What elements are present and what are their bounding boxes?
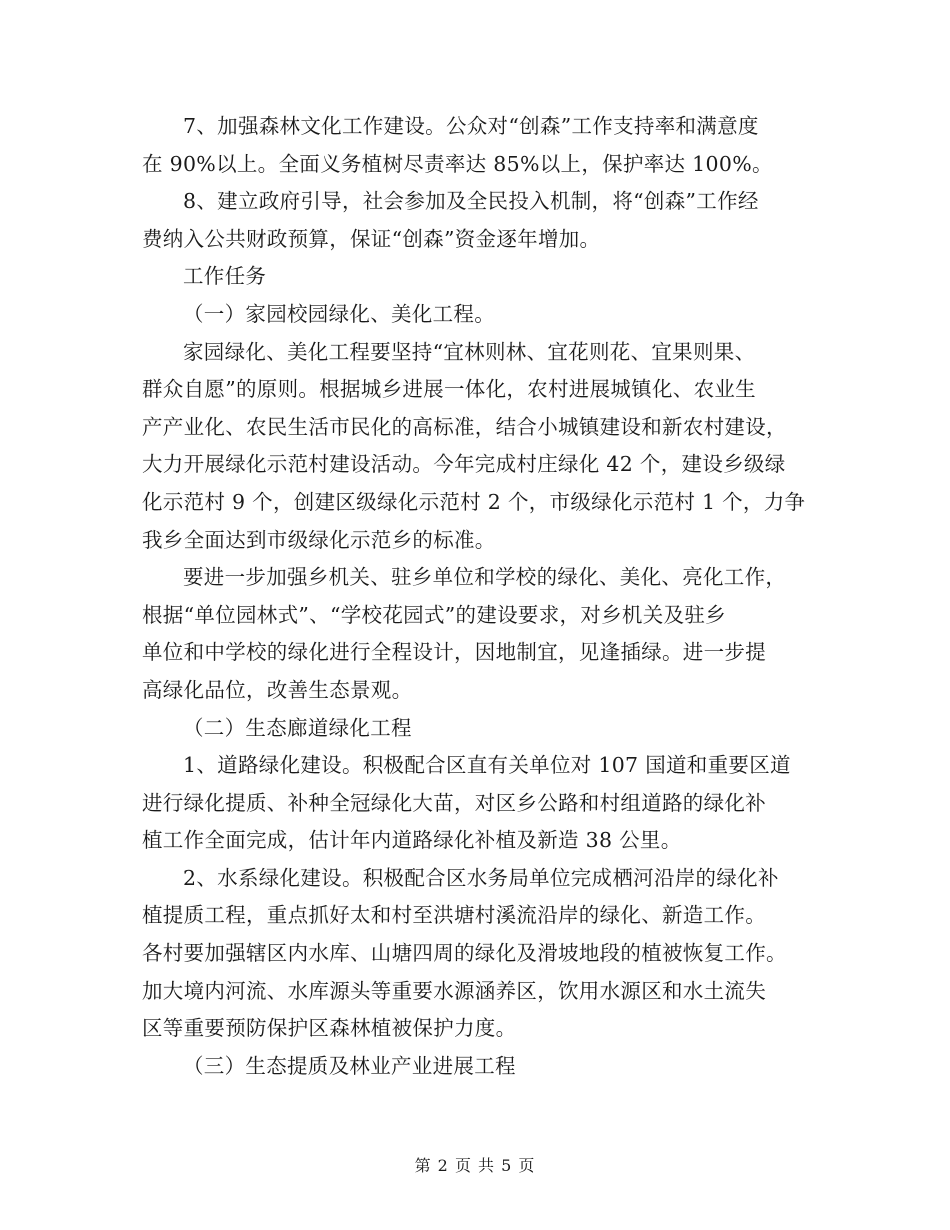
paragraph-task-2-water	[142, 860, 810, 1048]
paragraph-goal-7	[142, 108, 810, 183]
text-line: 7、加强森林文化工作建设。公众对“创森”工作支持率和满意度	[183, 114, 759, 138]
text-line: 化示范村 9 个，创建区级绿化示范村 2 个，市级绿化示范村 1 个，力争	[142, 489, 806, 514]
text-line: 单位和中学校的绿化进行全程设计，因地制宜，见逢插绿。进一步提	[142, 640, 766, 665]
text-line: 区等重要预防保护区森林植被保护力度。	[142, 1016, 517, 1041]
text-line: 植提质工程，重点抓好太和村至洪塘村溪流沿岸的绿化、新造工作。	[142, 903, 766, 928]
text-line: 8、建立政府引导，社会参加及全民投入机制，将“创森”工作经	[183, 189, 759, 214]
text-line: 2、水系绿化建设。积极配合区水务局单位完成栖河沿岸的绿化补	[183, 865, 779, 890]
page-number-footer: 第 2 页 共 5 页	[414, 1156, 536, 1175]
text-line: 家园绿化、美化工程要坚持“宜林则林、宜花则花、宜果则果、	[183, 339, 756, 364]
document-body	[142, 108, 810, 1085]
heading-text: 工作任务	[183, 264, 267, 289]
heading-text: （一）家园校园绿化、美化工程。	[183, 301, 495, 326]
text-line: 植工作全面完成，估计年内道路绿化补植及新造 38 公里。	[142, 828, 682, 853]
text-line: 产产业化、农民生活市民化的高标准，结合小城镇建设和新农村建设，	[142, 414, 787, 439]
section-heading-3	[142, 1048, 810, 1086]
text-line: 高绿化品位，改善生态景观。	[142, 677, 413, 702]
paragraph-task-1-greening	[142, 334, 810, 560]
text-line: 在 90%以上。全面义务植树尽责率达 85%以上，保护率达 100%。	[142, 151, 773, 176]
heading-text: （二）生态廊道绿化工程	[183, 715, 412, 740]
section-heading-1	[142, 296, 810, 334]
text-line: 大力开展绿化示范村建设活动。今年完成村庄绿化 42 个，建设乡级绿	[142, 452, 786, 477]
text-line: 费纳入公共财政预算，保证“创森”资金逐年增加。	[142, 226, 601, 251]
heading-text: （三）生态提质及林业产业进展工程	[183, 1053, 516, 1078]
text-line: 群众自愿”的原则。根据城乡进展一体化，农村进展城镇化、农业生	[142, 377, 756, 402]
text-line: 各村要加强辖区内水库、山塘四周的绿化及滑坡地段的植被恢复工作。	[142, 941, 787, 966]
text-line: 加大境内河流、水库源头等重要水源涵养区，饮用水源区和水土流失	[142, 978, 766, 1003]
text-line: 我乡全面达到市级绿化示范乡的标准。	[142, 527, 496, 552]
text-line: 要进一步加强乡机关、驻乡单位和学校的绿化、美化、亮化工作，	[183, 565, 787, 590]
text-line: 根据“单位园林式”、“学校花园式”的建设要求，对乡机关及驻乡	[142, 602, 726, 627]
text-line: 1、道路绿化建设。积极配合区直有关单位对 107 国道和重要区道	[183, 753, 791, 778]
paragraph-task-1-units	[142, 559, 810, 709]
section-heading-2	[142, 710, 810, 748]
text-line: 进行绿化提质、补种全冠绿化大苗，对区乡公路和村组道路的绿化补	[142, 790, 766, 815]
paragraph-goal-8	[142, 183, 810, 258]
section-heading-tasks	[142, 258, 810, 296]
paragraph-task-2-roads	[142, 747, 810, 860]
